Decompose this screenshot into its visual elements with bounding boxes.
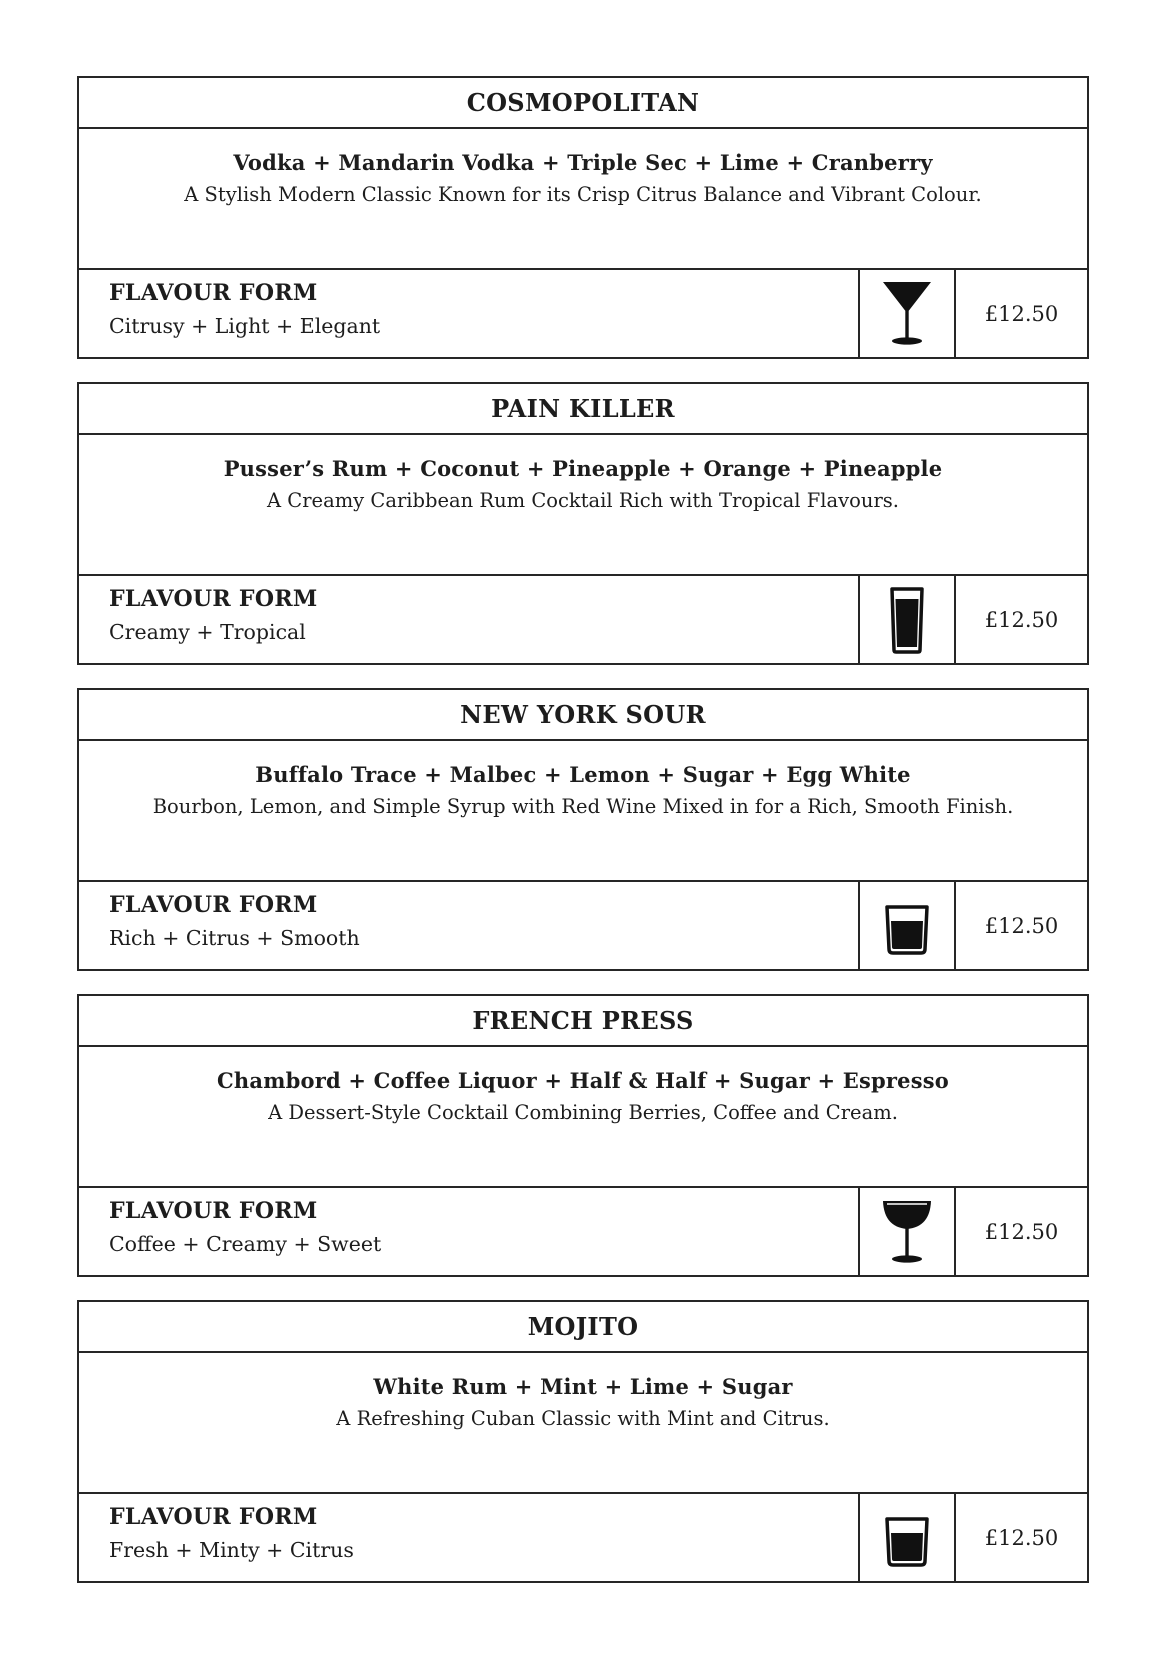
price: £12.50 (984, 607, 1059, 632)
flavour-form (79, 1188, 858, 1275)
martini-glass-icon (879, 279, 935, 349)
cocktail-details (79, 129, 1087, 270)
cocktail-name: COSMOPOLITAN (79, 78, 1087, 129)
coupe-glass-icon (879, 1197, 935, 1267)
cocktail-footer (79, 882, 1087, 969)
flavour-form-label: FLAVOUR FORM (109, 586, 318, 612)
price: £12.50 (984, 1525, 1059, 1550)
cocktail-footer (79, 576, 1087, 663)
cocktail-details (79, 435, 1087, 576)
cocktail-card-new-york-sour (77, 688, 1089, 971)
cocktail-ingredients: Buffalo Trace + Malbec + Lemon + Sugar + Egg White (255, 762, 911, 787)
flavour-form (79, 270, 858, 357)
flavour-form-label: FLAVOUR FORM (109, 892, 318, 918)
cocktail-footer (79, 1494, 1087, 1581)
cocktail-description: A Stylish Modern Classic Known for its Crisp Citrus Balance and Vibrant Colour. (184, 183, 982, 206)
price: £12.50 (984, 1219, 1059, 1244)
flavour-form (79, 1494, 858, 1581)
cocktail-name: NEW YORK SOUR (79, 690, 1087, 741)
cocktail-description: Bourbon, Lemon, and Simple Syrup with Red Wine Mixed in for a Rich, Smooth Finish. (152, 795, 1014, 818)
cocktail-card-pain-killer (77, 382, 1089, 665)
cocktail-description: A Creamy Caribbean Rum Cocktail Rich with Tropical Flavours. (267, 489, 899, 512)
rocks-glass-icon (879, 891, 935, 961)
flavour-form (79, 882, 858, 969)
cocktail-card-mojito (77, 1300, 1089, 1583)
cocktail-name: FRENCH PRESS (79, 996, 1087, 1047)
flavour-notes: Fresh + Minty + Citrus (109, 1538, 354, 1562)
flavour-notes: Rich + Citrus + Smooth (109, 926, 360, 950)
price: £12.50 (984, 301, 1059, 326)
flavour-form-label: FLAVOUR FORM (109, 1504, 318, 1530)
glass-cell (858, 1188, 956, 1275)
flavour-form-label: FLAVOUR FORM (109, 1198, 318, 1224)
cocktail-footer (79, 270, 1087, 357)
cocktail-card-french-press (77, 994, 1089, 1277)
flavour-form (79, 576, 858, 663)
flavour-notes: Coffee + Creamy + Sweet (109, 1232, 382, 1256)
cocktail-ingredients: Chambord + Coffee Liquor + Half & Half + Sugar + Espresso (217, 1068, 949, 1093)
cocktail-details (79, 1353, 1087, 1494)
cocktail-ingredients: White Rum + Mint + Lime + Sugar (373, 1374, 793, 1399)
cocktail-name: MOJITO (79, 1302, 1087, 1353)
glass-cell (858, 270, 956, 357)
price: £12.50 (984, 913, 1059, 938)
flavour-notes: Citrusy + Light + Elegant (109, 314, 381, 338)
cocktail-ingredients: Vodka + Mandarin Vodka + Triple Sec + Lime + Cranberry (233, 150, 933, 175)
cocktail-description: A Refreshing Cuban Classic with Mint and Citrus. (336, 1407, 830, 1430)
cocktail-ingredients: Pusser’s Rum + Coconut + Pineapple + Orange + Pineapple (223, 456, 943, 481)
flavour-form-label: FLAVOUR FORM (109, 280, 318, 306)
cocktail-details (79, 1047, 1087, 1188)
glass-cell (858, 882, 956, 969)
rocks-glass-icon (879, 1503, 935, 1573)
cocktail-details (79, 741, 1087, 882)
highball-glass-icon (879, 585, 935, 655)
glass-cell (858, 576, 956, 663)
flavour-notes: Creamy + Tropical (109, 620, 306, 644)
cocktail-description: A Dessert-Style Cocktail Combining Berries, Coffee and Cream. (268, 1101, 898, 1124)
cocktail-menu (77, 76, 1089, 1606)
cocktail-footer (79, 1188, 1087, 1275)
glass-cell (858, 1494, 956, 1581)
cocktail-card-cosmopolitan (77, 76, 1089, 359)
cocktail-name: PAIN KILLER (79, 384, 1087, 435)
